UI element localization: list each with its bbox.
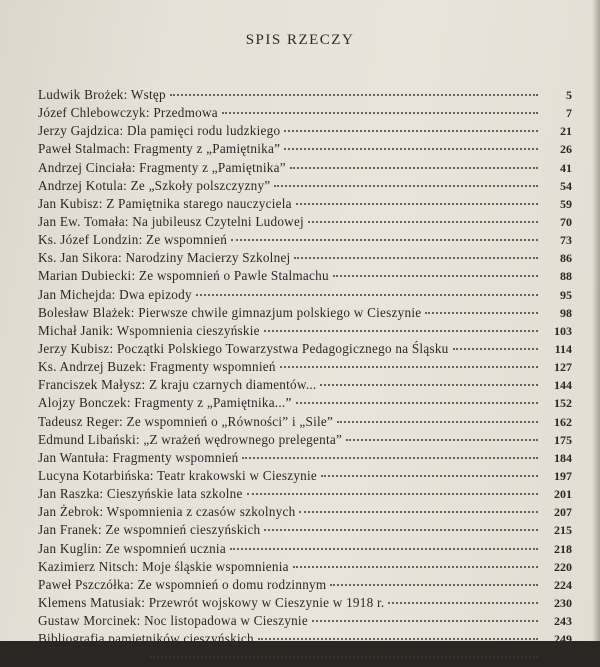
- toc-entry-page-number: 256: [554, 650, 572, 665]
- toc-entry-title: Ks. Jan Sikora: Narodziny Macierzy Szkolnej: [38, 250, 291, 266]
- dot-leader: [296, 203, 538, 205]
- toc-entry-page-number: 243: [554, 614, 572, 629]
- dot-leader: [333, 275, 538, 277]
- toc-entry-page-number: 54: [560, 178, 572, 193]
- toc-entry: [38, 594, 572, 612]
- toc-entry-page-number: 21: [560, 124, 572, 139]
- toc-entry: [38, 376, 572, 394]
- toc-entry-page-number: 114: [554, 341, 572, 356]
- toc-entry: [38, 177, 572, 195]
- toc-entry-title: Jan Ew. Tomała: Na jubileusz Czytelni Ludowej: [38, 213, 304, 229]
- toc-entry-title: Skorowidz nazwisk: [38, 649, 146, 665]
- toc-entry-page-number: 152: [554, 396, 572, 411]
- dot-leader: [425, 312, 538, 314]
- toc-entry-title: Klemens Matusiak: Przewrót wojskowy w Cieszynie w 1918 r.: [38, 594, 385, 610]
- toc-entry-page-number: 127: [554, 360, 572, 375]
- dot-leader: [284, 148, 538, 150]
- toc-entry: [38, 249, 572, 267]
- toc-entry: [38, 231, 572, 249]
- toc-entry-title: Józef Chlebowczyk: Przedmowa: [38, 105, 218, 121]
- toc-entry: [38, 467, 572, 485]
- toc-entry: [38, 159, 572, 177]
- toc-entry: [38, 485, 572, 503]
- dot-leader: [196, 294, 538, 296]
- toc-entry-title: Jan Raszka: Cieszyńskie lata szkolne: [38, 486, 243, 502]
- toc-entry: [38, 286, 572, 304]
- toc-entry-page-number: 218: [554, 541, 572, 556]
- toc-entry-title: Andrzej Kotula: Ze „Szkoły polszczyzny”: [38, 177, 271, 193]
- toc-entry: [38, 358, 572, 376]
- toc-entry: [38, 122, 572, 140]
- dot-leader: [296, 402, 538, 404]
- toc-entry-page-number: 88: [560, 269, 572, 284]
- toc-entry-page-number: 220: [554, 559, 572, 574]
- toc-entry-title: Michał Janik: Wspomnienia cieszyńskie: [38, 322, 260, 338]
- toc-entry-title: Ks. Andrzej Buzek: Fragmenty wspomnień: [38, 359, 276, 375]
- dot-leader: [320, 384, 538, 386]
- toc-entry: [38, 576, 572, 594]
- toc-entry: [38, 449, 572, 467]
- dot-leader: [258, 638, 538, 640]
- dot-leader: [264, 529, 538, 531]
- toc-entry-page-number: 224: [554, 577, 572, 592]
- dot-leader: [150, 656, 538, 658]
- toc-entry-page-number: 215: [554, 523, 572, 538]
- toc-entry: [38, 213, 572, 231]
- table-of-contents: [38, 86, 572, 667]
- toc-entry-title: Edmund Libański: „Z wrażeń wędrownego prelegenta”: [38, 431, 343, 447]
- toc-entry-title: Alojzy Bonczek: Fragmenty z „Pamiętnika...”: [38, 395, 292, 411]
- toc-entry: [38, 340, 572, 358]
- toc-entry-page-number: 144: [554, 378, 572, 393]
- dot-leader: [170, 94, 538, 96]
- toc-entry-title: Marian Dubiecki: Ze wspomnień o Pawle Stalmachu: [38, 268, 329, 284]
- toc-entry-page-number: 73: [560, 233, 572, 248]
- toc-entry-title: Jerzy Kubisz: Początki Polskiego Towarzystwa Pedagogicznego na Śląsku: [38, 340, 449, 356]
- toc-entry-title: Bolesław Blażek: Pierwsze chwile gimnazjum polskiego w Cieszynie: [38, 304, 422, 320]
- toc-entry: [38, 140, 572, 158]
- toc-entry-page-number: 7: [566, 106, 572, 121]
- dot-leader: [453, 348, 538, 350]
- toc-entry-title: Jan Michejda: Dwa epizody: [38, 286, 192, 302]
- toc-entry-page-number: 184: [554, 450, 572, 465]
- toc-entry-page-number: 175: [554, 432, 572, 447]
- dot-leader: [230, 548, 538, 550]
- toc-entry-title: Tadeusz Reger: Ze wspomnień o „Równości” i „Sile”: [38, 413, 334, 429]
- toc-entry-page-number: 249: [554, 632, 572, 647]
- dot-leader: [337, 421, 538, 423]
- toc-entry-title: Bibliografia pamiętników cieszyńskich: [38, 631, 254, 647]
- dot-leader: [231, 239, 538, 241]
- toc-entry: [38, 304, 572, 322]
- toc-entry: [38, 394, 572, 412]
- toc-entry: [38, 86, 572, 104]
- dot-leader: [312, 620, 538, 622]
- toc-entry: [38, 540, 572, 558]
- dot-leader: [294, 257, 538, 259]
- toc-entry-title: Jerzy Gajdzica: Dla pamięci rodu ludzkiego: [38, 123, 281, 139]
- dot-leader: [290, 167, 538, 169]
- toc-entry-title: Paweł Pszczółka: Ze wspomnień o domu rodzinnym: [38, 576, 327, 592]
- dot-leader: [264, 330, 538, 332]
- dot-leader: [308, 221, 538, 223]
- toc-entry-title: Jan Wantuła: Fragmenty wspomnień: [38, 449, 239, 465]
- toc-entry-title: Kazimierz Nitsch: Moje śląskie wspomnienia: [38, 558, 289, 574]
- toc-entry-page-number: 162: [554, 414, 572, 429]
- dot-leader: [247, 493, 538, 495]
- dot-leader: [321, 475, 538, 477]
- page-title: SPIS RZECZY: [245, 32, 355, 48]
- toc-entry-page-number: 59: [560, 196, 572, 211]
- toc-entry: [38, 322, 572, 340]
- toc-entry-page-number: 26: [560, 142, 572, 157]
- dot-leader: [284, 130, 538, 132]
- toc-entry-title: Lucyna Kotarbińska: Teatr krakowski w Cieszynie: [38, 467, 318, 483]
- toc-entry-title: Andrzej Cinciała: Fragmenty z „Pamiętnika”: [38, 159, 286, 175]
- toc-entry: [38, 267, 572, 285]
- toc-entry-page-number: 86: [560, 251, 572, 266]
- dot-leader: [280, 366, 538, 368]
- toc-entry: [38, 503, 572, 521]
- toc-entry-title: Jan Kubisz: Z Pamiętnika starego nauczyciela: [38, 195, 292, 211]
- toc-entry-page-number: 197: [554, 468, 572, 483]
- toc-entry-page-number: 5: [566, 88, 572, 102]
- dot-leader: [222, 112, 538, 114]
- toc-entry-title: Paweł Stalmach: Fragmenty z „Pamiętnika”: [38, 141, 281, 157]
- toc-entry-title: Ks. Józef Londzin: Ze wspomnień: [38, 232, 228, 248]
- toc-entry-title: Jan Franek: Ze wspomnień cieszyńskich: [38, 522, 261, 538]
- dot-leader: [242, 457, 538, 459]
- toc-entry: [38, 521, 572, 539]
- toc-entry: [38, 612, 572, 630]
- dot-leader: [274, 185, 538, 187]
- dot-leader: [330, 584, 538, 586]
- toc-entry-page-number: 207: [554, 505, 572, 520]
- toc-entry-title: Jan Kuglin: Ze wspomnień ucznia: [38, 540, 226, 556]
- toc-entry: [38, 630, 572, 648]
- toc-entry-title: Ludwik Brożek: Wstęp: [38, 87, 166, 102]
- toc-entry-page-number: 98: [560, 305, 572, 320]
- toc-entry-title: Franciszek Małysz: Z kraju czarnych diamentów...: [38, 377, 317, 393]
- dot-leader: [293, 566, 538, 568]
- toc-entry-page-number: 230: [554, 595, 572, 610]
- toc-entry: [38, 648, 572, 666]
- toc-entry: [38, 431, 572, 449]
- toc-entry-title: Jan Żebrok: Wspomnienia z czasów szkolnych: [38, 504, 296, 520]
- dot-leader: [346, 439, 538, 441]
- toc-entry-page-number: 201: [554, 487, 572, 502]
- toc-entry: [38, 104, 572, 122]
- dot-leader: [299, 511, 538, 513]
- toc-entry-page-number: 103: [554, 323, 572, 338]
- toc-entry: [38, 558, 572, 576]
- toc-entry-title: Gustaw Morcinek: Noc listopadowa w Cieszynie: [38, 613, 308, 629]
- toc-entry: [38, 413, 572, 431]
- toc-entry-page-number: 95: [560, 287, 572, 302]
- toc-entry-page-number: 41: [560, 160, 572, 175]
- toc-entry: [38, 195, 572, 213]
- toc-entry-page-number: 70: [560, 214, 572, 229]
- dot-leader: [388, 602, 538, 604]
